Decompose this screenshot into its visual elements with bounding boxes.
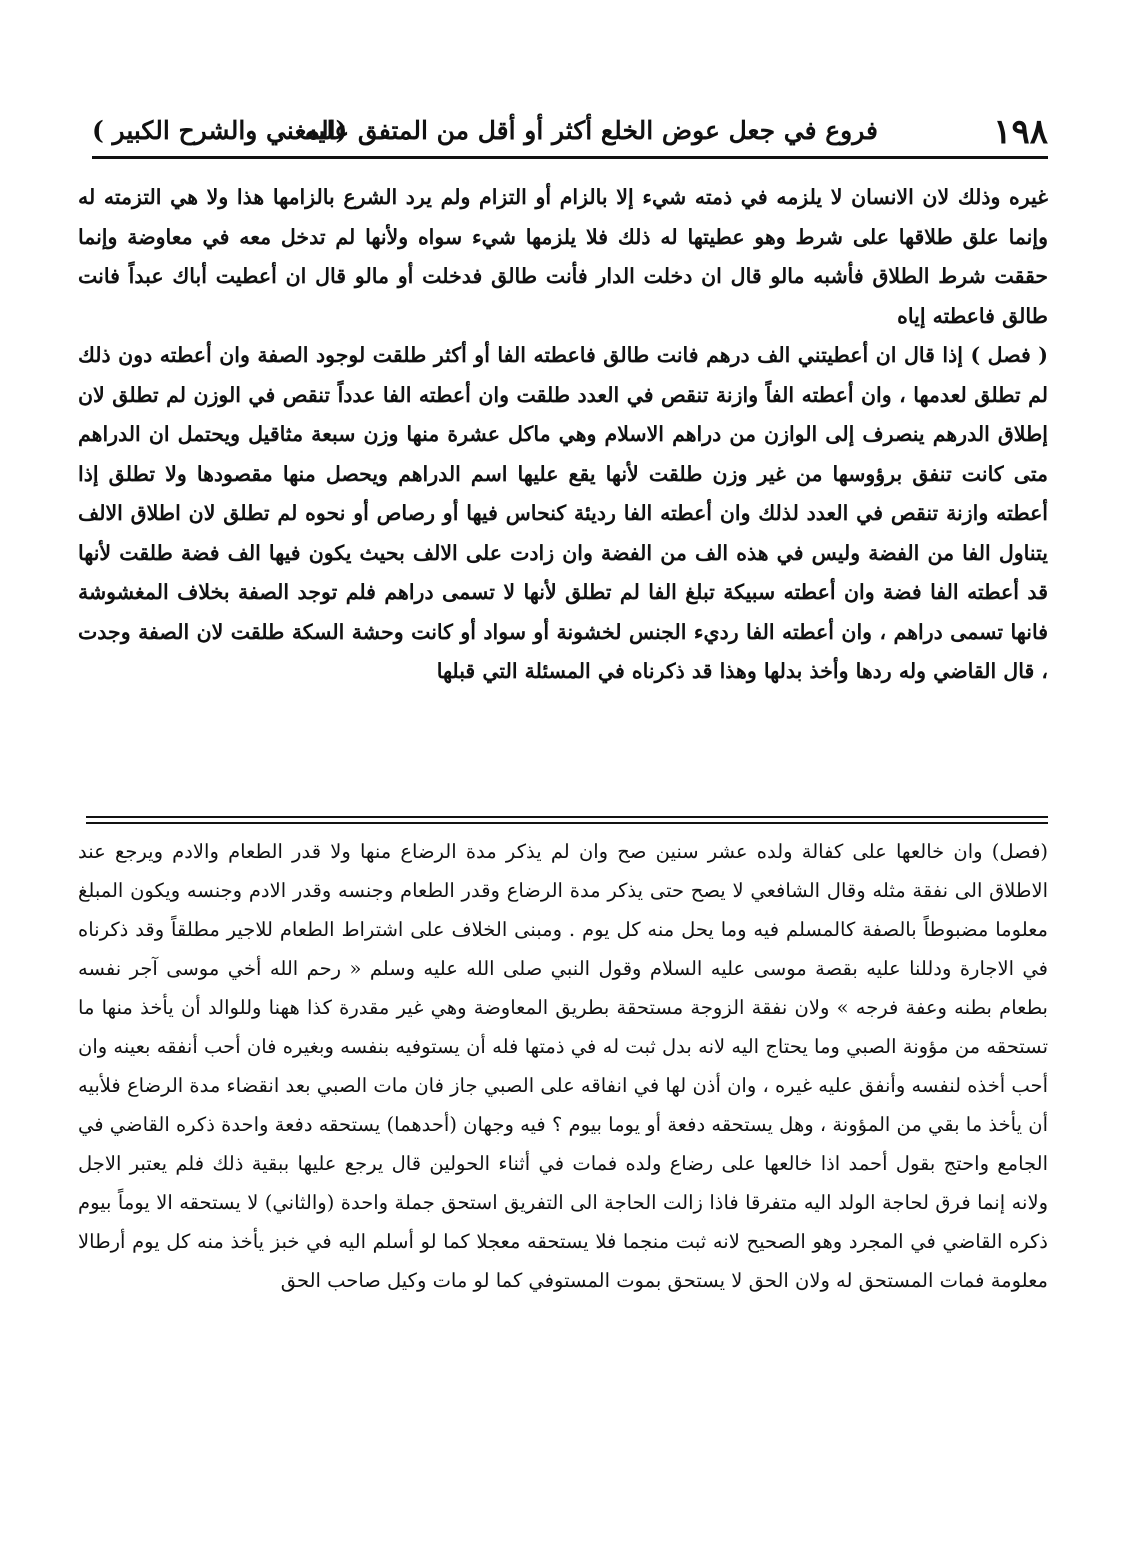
book-title: (المغني والشرح الكبير ) [92, 116, 348, 145]
main-paragraph: غيره وذلك لان الانسان لا يلزمه في ذمته شيء إلا بالزام أو التزام ولم يرد الشرع بالزامها هذا ولا هي التزمته له وإنما علق طلاقها على شرط وهو عطيتها له ذلك فلا يلزمها شيء سواه ولأنها لم تدخل معه في معاوضة وإنما حققت شرط الطلاق فأشبه مالو قال ان دخلت الدار فأنت طالق فدخلت أو مالو قال ان أعطيت أباك عبداً فانت طالق فاعطته إياه [78, 185, 1048, 328]
main-text [78, 178, 1048, 692]
page-number: ١٩٨ [993, 112, 1048, 152]
running-title: فروع في جعل عوض الخلع أكثر أو أقل من المتفق عليه [305, 116, 878, 145]
main-paragraph: ( فصل ) إذا قال ان أعطيتني الف درهم فانت طالق فاعطته الفا أو أكثر طلقت لوجود الصفة وان أعطته دون ذلك لم تطلق لعدمها ، وان أعطته الفاً وازنة تنقص في العدد طلقت وان أعطته الفا عدداً تنقص في الوزن لم تطلق لان إطلاق الدرهم ينصرف إلى الوازن من دراهم الاسلام وهي ماكل عشرة منها وزن سبعة مثاقيل ويحتمل ان الدراهم متى كانت تنفق برؤوسها من غير وزن طلقت لأنها يقع عليها اسم الدراهم ويحصل منها مقصودها ولا تطلق إذا أعطته وازنة تنقص في العدد لذلك وان أعطته الفا رديئة كنحاس فيها أو رصاص أو نحوه لم تطلق لان اطلاق الالف يتناول الفا من الفضة وليس في هذه الف من الفضة وان زادت على الالف بحيث يكون فيها الف فضة طلقت لأنها قد أعطته الفا فضة وان أعطته سبيكة تبلغ الفا لم تطلق لأنها لا تسمى دراهم فلم توجد الصفة بخلاف المغشوشة فانها تسمى دراهم ، وان أعطته الفا رديء الجنس لخشونة أو سواد أو كانت وحشة السكة طلقت لان الصفة وجدت ، قال القاضي وله ردها وأخذ بدلها وهذا قد ذكرناه في المسئلة التي قبلها [78, 343, 1049, 683]
page-header [92, 112, 1048, 156]
commentary-text [78, 832, 1048, 1300]
header-rule [92, 156, 1048, 159]
commentary-paragraph: (فصل) وان خالعها على كفالة ولده عشر سنين صح وان لم يذكر مدة الرضاع منها ولا قدر الطعام والادم ويرجع عند الاطلاق الى نفقة مثله وقال الشافعي لا يصح حتى يذكر مدة الرضاع وقدر الطعام وجنسه وقدر الادم وجنسه ويكون المبلغ معلوما مضبوطاً بالصفة كالمسلم فيه وما يحل منه كل يوم . ومبنى الخلاف على اشتراط الطعام للاجير مطلقاً وقد ذكرناه في الاجارة ودللنا عليه بقصة موسى عليه السلام وقول النبي صلى الله عليه وسلم « رحم الله أخي موسى آجر نفسه بطعام بطنه وعفة فرجه » ولان نفقة الزوجة مستحقة بطريق المعاوضة وهي غير مقدرة كذا ههنا وللوالد أن يأخذ منها ما تستحقه من مؤونة الصبي وما يحتاج اليه لانه بدل ثبت له في ذمتها فله أن يستوفيه بنفسه وبغيره فان أحب أنفقه بعينه وان أحب أخذه لنفسه وأنفق عليه غيره ، وان أذن لها في انفاقه على الصبي جاز فان مات الصبي بعد انقضاء مدة الرضاع فلأبيه أن يأخذ ما بقي من المؤونة ، وهل يستحقه دفعة أو يوما بيوم ؟ فيه وجهان (أحدهما) يستحقه دفعة واحدة ذكره القاضي في الجامع واحتج بقول أحمد اذا خالعها على رضاع ولده فمات في أثناء الحولين قال يرجع عليها ببقية ذلك فلم يعتبر الاجل ولانه إنما فرق لحاجة الولد اليه متفرقا فاذا زالت الحاجة الى التفريق استحق جملة واحدة (والثاني) لا يستحقه الا يوماً بيوم ذكره القاضي في المجرد وهو الصحيح لانه ثبت منجما فلا يستحقه معجلا كما لو أسلم اليه في خبز يأخذ منه كل يوم أرطالا معلومة فمات المستحق له ولان الحق لا يستحق بموت المستوفي كما لو مات وكيل صاحب الحق [78, 840, 1048, 1292]
section-divider [86, 816, 1048, 824]
